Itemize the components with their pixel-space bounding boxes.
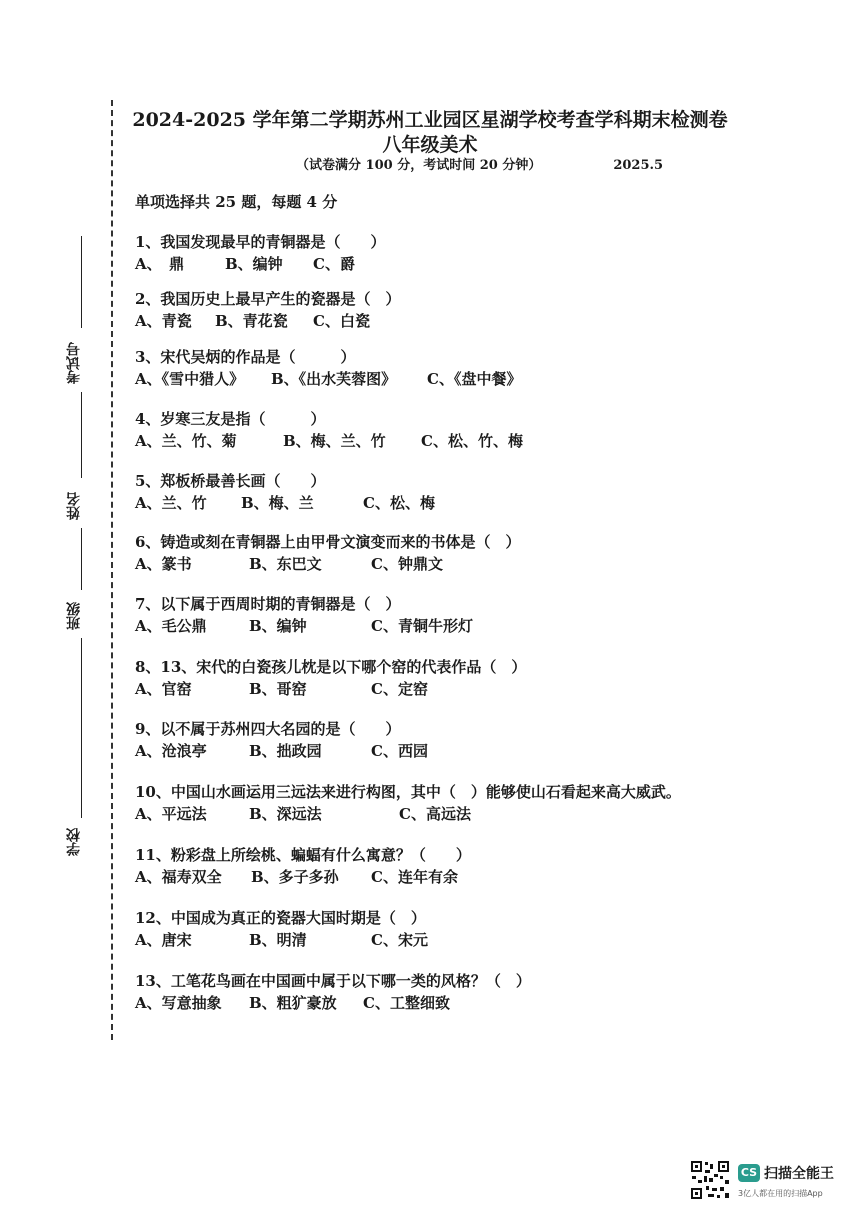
option-b: B、东巴文 [249, 555, 322, 573]
option-a: A、福寿双全 [135, 868, 222, 886]
option-c: C、工整细致 [363, 994, 450, 1012]
question-1 [135, 231, 385, 275]
question-13 [135, 970, 531, 1014]
option-b: B、青花瓷 [215, 312, 288, 330]
option-c: C、连年有余 [371, 868, 458, 886]
option-a: A、官窑 [135, 680, 192, 698]
margin-label-name: 姓名 [66, 492, 82, 520]
option-b: B、深远法 [249, 805, 322, 823]
option-a: A、篆书 [135, 555, 192, 573]
school-line [81, 638, 82, 818]
option-b: B、《出水芙蓉图》 [271, 370, 397, 388]
option-b: B、编钟 [225, 255, 283, 273]
option-a: A、平远法 [135, 805, 207, 823]
question-stem: 2、我国历史上最早产生的瓷器是（ ） [135, 290, 401, 308]
option-b: B、梅、兰 [241, 494, 314, 512]
question-stem: 12、中国成为真正的瓷器大国时期是（ ） [135, 909, 426, 927]
question-5 [135, 470, 435, 514]
margin-label-class: 班级 [66, 602, 82, 630]
option-c: C、白瓷 [313, 312, 370, 330]
question-stem: 4、岁寒三友是指（ ） [135, 410, 326, 428]
exam-info-line [296, 154, 663, 173]
question-11 [135, 844, 471, 888]
option-b: B、粗犷豪放 [249, 994, 337, 1012]
question-7 [135, 593, 473, 637]
question-3 [135, 346, 521, 390]
question-stem: 6、铸造或刻在青铜器上由甲骨文演变而来的书体是（ ） [135, 533, 521, 551]
option-b: B、哥窑 [249, 680, 307, 698]
option-c: C、高远法 [399, 805, 471, 823]
option-c: C、爵 [313, 255, 355, 273]
question-stem: 3、宋代吴炳的作品是（ ） [135, 348, 356, 366]
question-12 [135, 907, 428, 951]
question-stem: 11、粉彩盘上所绘桃、蝙蝠有什么寓意？（ ） [135, 846, 471, 864]
class-line [81, 528, 82, 590]
question-stem: 1、我国发现最早的青铜器是（ ） [135, 233, 386, 251]
margin-label-school: 学校 [66, 828, 82, 856]
exam-subtitle: 八年级美术 [382, 134, 478, 156]
question-10 [135, 781, 681, 825]
scanner-app-tagline: 3亿人都在用的扫描App [738, 1189, 823, 1198]
option-a: A、《雪中猎人》 [135, 370, 245, 388]
name-line [81, 392, 82, 478]
option-c: C、松、梅 [363, 494, 435, 512]
option-a: A、兰、竹、菊 [135, 432, 237, 450]
option-a: A、写意抽象 [135, 994, 222, 1012]
question-2 [135, 288, 400, 332]
option-b: B、编钟 [249, 617, 307, 635]
option-b: B、明清 [249, 931, 307, 949]
option-a: A、 鼎 [135, 255, 185, 273]
option-b: B、拙政园 [249, 742, 322, 760]
question-9 [135, 718, 428, 762]
option-b: B、梅、兰、竹 [283, 432, 386, 450]
option-c: C、松、竹、梅 [421, 432, 523, 450]
binding-cut-line [111, 100, 113, 1040]
question-stem: 8、13、宋代的白瓷孩儿枕是以下哪个窑的代表作品（ ） [135, 658, 527, 676]
scanner-app-name: 扫描全能王 [764, 1166, 834, 1182]
option-a: A、沧浪亭 [135, 742, 207, 760]
option-c: C、西园 [371, 742, 428, 760]
option-c: C、定窑 [371, 680, 428, 698]
margin-label-exam-no: 考试号 [66, 342, 82, 384]
option-a: A、唐宋 [135, 931, 192, 949]
question-stem: 13、工笔花鸟画在中国画中属于以下哪一类的风格？（ ） [135, 972, 531, 990]
exam-date: 2025.5 [613, 158, 664, 173]
qr-code-icon [690, 1160, 730, 1200]
option-a: A、兰、竹 [135, 494, 207, 512]
question-8 [135, 656, 526, 700]
option-c: C、《盘中餐》 [427, 370, 522, 388]
section-heading: 单项选择共 25 题，每题 4 分 [135, 193, 338, 211]
option-b: B、多子多孙 [251, 868, 339, 886]
question-stem: 7、以下属于西周时期的青铜器是（ ） [135, 595, 401, 613]
question-stem: 5、郑板桥最善长画（ ） [135, 472, 326, 490]
cs-logo-icon: CS [738, 1164, 760, 1182]
exam-title: 2024-2025 学年第二学期苏州工业园区星湖学校考查学科期末检测卷 [132, 109, 728, 131]
question-stem: 9、以不属于苏州四大名园的是（ ） [135, 720, 401, 738]
exam-no-line [81, 236, 82, 328]
option-a: A、毛公鼎 [135, 617, 207, 635]
option-c: C、钟鼎文 [371, 555, 443, 573]
question-4 [135, 408, 523, 452]
option-a: A、青瓷 [135, 312, 192, 330]
question-stem: 10、中国山水画运用三远法来进行构图，其中（ ）能够使山石看起来高大威武。 [135, 783, 681, 801]
question-6 [135, 531, 520, 575]
option-c: C、宋元 [371, 931, 428, 949]
exam-note: （试卷满分 100 分，考试时间 20 分钟） [296, 158, 542, 173]
option-c: C、青铜牛形灯 [371, 617, 473, 635]
